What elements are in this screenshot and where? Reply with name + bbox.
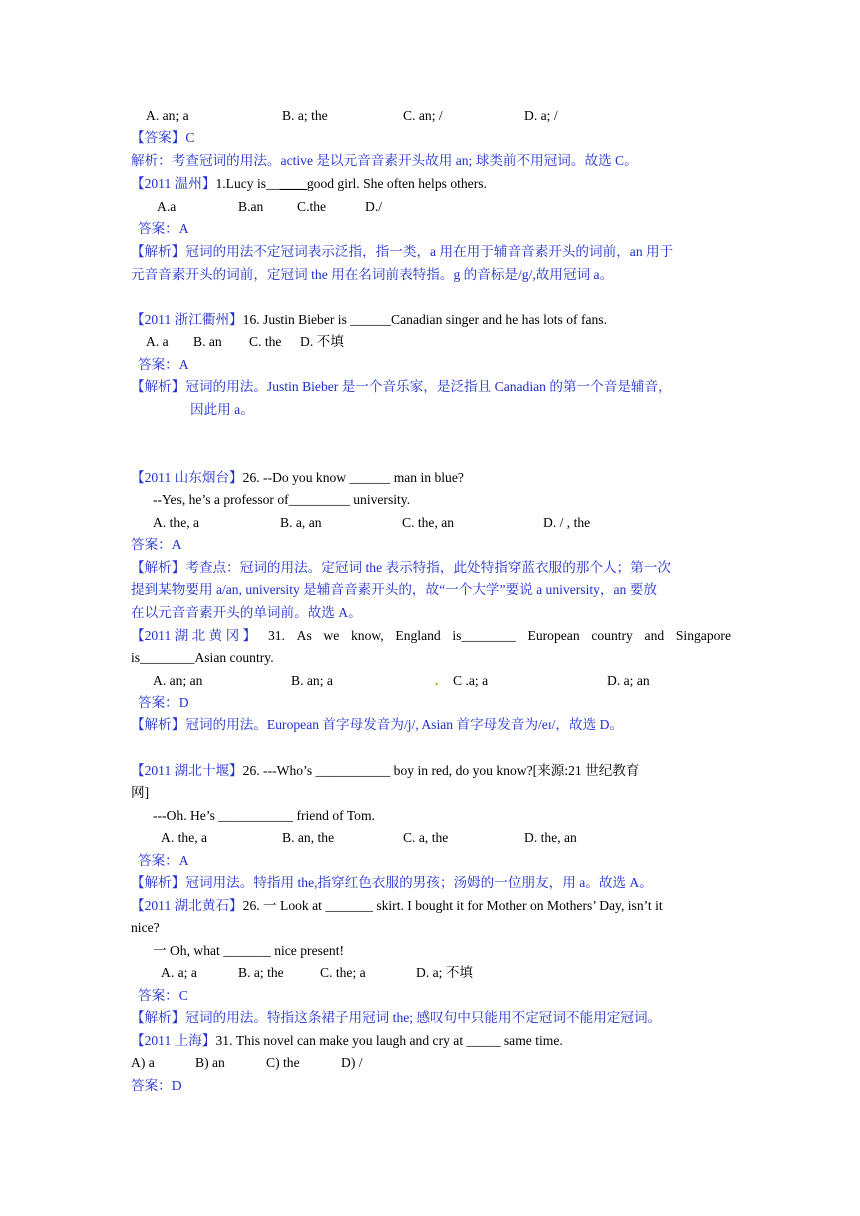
question-tag: 【2011 上海】: [131, 1033, 216, 1048]
analysis-line: 解析：考查冠词的用法。active 是以元音音素开头故用 an; 球类前不用冠词。故选 C。: [131, 153, 638, 168]
option-b: B. a, an: [280, 515, 322, 530]
option-d: D. the, an: [524, 830, 577, 845]
question-stem: [131, 175, 487, 193]
analysis-text: 考查点：冠词的用法。定冠词 the 表示特指，此处特指穿蓝衣服的那个人；第一次: [185, 560, 671, 575]
blank-underlined: ____: [279, 176, 307, 191]
question-tag: 【2011 湖北黄石】: [131, 898, 243, 913]
analysis-line: [131, 716, 623, 734]
option-a: A. the, a: [161, 830, 208, 845]
stem-text: 26. --Do you know ______ man in blue?: [242, 470, 464, 485]
analysis-label: 【解析】: [131, 244, 186, 259]
question-stem: [131, 762, 639, 780]
option-d: D. a; an: [607, 673, 650, 688]
option-d: D. a; 不填: [416, 965, 474, 980]
question-stem-cont: 网]: [131, 785, 150, 800]
option-a: A. the, a: [153, 515, 200, 530]
option-a: A. a: [146, 334, 169, 349]
option-b: B) an: [195, 1055, 225, 1070]
stem-text: 1.Lucy is: [215, 176, 267, 191]
analysis-line-2: 提到某物要用 a/an, university 是辅音音素开头的，故“一个大学”要说 a university，an 要放: [131, 582, 657, 597]
answer-line: 答案：D: [138, 695, 189, 710]
analysis-text: 冠词的用法不定冠词表示泛指，指一类，a 用在用于辅音音素开头的词前，an 用于: [185, 244, 674, 259]
answer-line: 答案：D: [131, 1078, 182, 1093]
stem-text: 31. This novel can make you laugh and cry at _____ same time.: [215, 1033, 563, 1048]
question-stem: [131, 627, 731, 645]
analysis-line: [131, 874, 653, 892]
question-tag: 【2011 浙江衢州】: [131, 312, 243, 327]
option-b: B. a; the: [282, 108, 328, 123]
analysis-text: 冠词用法。特指用 the,指穿红色衣服的男孩；汤姆的一位朋友，用 a。故选 A。: [185, 875, 653, 890]
answer-line: 答案：A: [138, 853, 189, 868]
analysis-label: 【解析】: [131, 379, 186, 394]
option-d: D. / , the: [543, 515, 591, 530]
answer-value: C: [185, 130, 195, 145]
answer-line: 答案：A: [138, 221, 189, 236]
option-a: A. a; a: [161, 965, 197, 980]
stem-word: is________: [452, 628, 516, 643]
analysis-label: 【解析】: [131, 1010, 186, 1025]
stem-word: and: [644, 628, 665, 643]
option-c: C .a; a: [453, 673, 489, 688]
option-a: A) a: [131, 1055, 155, 1070]
option-c: C. the, an: [402, 515, 455, 530]
option-c: C. an; /: [403, 108, 443, 123]
option-d: D. 不填: [300, 334, 344, 349]
analysis-label: 【解析】: [131, 717, 186, 732]
question-stem: [131, 311, 607, 329]
analysis-line-2: 因此用 a。: [190, 402, 254, 417]
stem-word: Singapore: [675, 628, 731, 643]
option-c: C. the: [249, 334, 282, 349]
blank: __: [266, 176, 280, 191]
analysis-line-2: 元音音素开头的词前，定冠词 the 用在名词前表特指。g 的音标是/g/,故用冠词 a。: [131, 267, 614, 282]
question-stem: [131, 469, 464, 487]
question-stem-2: is________Asian country.: [131, 650, 274, 665]
stem-text-end: good girl. She often helps others.: [306, 176, 487, 191]
stem-word: England: [395, 628, 441, 643]
analysis-label: 【解析】: [131, 875, 186, 890]
option-b: B. an, the: [282, 830, 335, 845]
option-b: B. a; the: [238, 965, 284, 980]
analysis-line: [131, 243, 673, 261]
option-c: C) the: [266, 1055, 300, 1070]
answer-line: 答案：A: [131, 537, 182, 552]
analysis-line-3: 在以元音音素开头的单词前。故选 A。: [131, 605, 362, 620]
analysis-line: [131, 559, 671, 577]
analysis-text: 冠词的用法。European 首字母发音为/j/, Asian 首字母发音为/eɪ/，故选 D。: [185, 717, 623, 732]
question-tag: 【2011 山东烟台】: [131, 470, 243, 485]
question-stem-2: ---Oh. He’s ___________ friend of Tom.: [153, 808, 375, 823]
option-c: C.the: [297, 199, 327, 214]
option-b: B.an: [238, 199, 264, 214]
stem-word: country: [591, 628, 633, 643]
analysis-line: [131, 378, 672, 396]
option-a: A. an; a: [146, 108, 189, 123]
option-c: C. a, the: [403, 830, 449, 845]
answer-line: 答案：A: [138, 357, 189, 372]
question-stem: [131, 1032, 563, 1050]
answer-line: [131, 129, 194, 147]
option-a: A. an; an: [153, 673, 203, 688]
analysis-text: 冠词的用法。特指这条裙子用冠词 the; 感叹句中只能用不定冠词不能用定冠词。: [185, 1010, 662, 1025]
analysis-line: [131, 1009, 661, 1027]
question-tag: 【2011 温州】: [131, 176, 216, 191]
analysis-text: 冠词的用法。Justin Bieber 是一个音乐家，是泛指且 Canadian 的第一个音是辅音，: [185, 379, 672, 394]
answer-line: 答案：C: [138, 988, 188, 1003]
option-b: B. an: [193, 334, 222, 349]
stem-word: we: [323, 628, 340, 643]
option-b: B. an; a: [291, 673, 333, 688]
stem-word: As: [296, 628, 312, 643]
question-stem: [131, 897, 663, 915]
stem-word: know,: [350, 628, 384, 643]
stray-mark: .: [435, 673, 439, 688]
stem-text: 16. Justin Bieber is ______Canadian singer and he has lots of fans.: [242, 312, 607, 327]
option-a: A.a: [157, 199, 177, 214]
question-tag: 【2011 湖北十堰】: [131, 763, 243, 778]
question-stem-2: --Yes, he’s a professor of_________ university.: [153, 492, 411, 507]
stem-text: 26. 一 Look at _______ skirt. I bought it for Mother on Mothers’ Day, isn’t it: [242, 898, 663, 913]
stem-word: 31.: [267, 628, 285, 643]
stem-text: 26. ---Who’s ___________ boy in red, do you know?[来源:21 世纪教育: [242, 763, 640, 778]
analysis-label: 【解析】: [131, 560, 186, 575]
option-c: C. the; a: [320, 965, 366, 980]
answer-label: 【答案】: [131, 130, 186, 145]
question-stem-cont: nice?: [131, 920, 160, 935]
question-tag: 【2011 湖 北 黄 冈 】: [131, 628, 257, 643]
option-d: D./: [365, 199, 382, 214]
option-d: D) /: [341, 1055, 363, 1070]
stem-word: European: [527, 628, 580, 643]
question-stem-2: 一 Oh, what _______ nice present!: [153, 943, 345, 958]
option-d: D. a; /: [524, 108, 558, 123]
